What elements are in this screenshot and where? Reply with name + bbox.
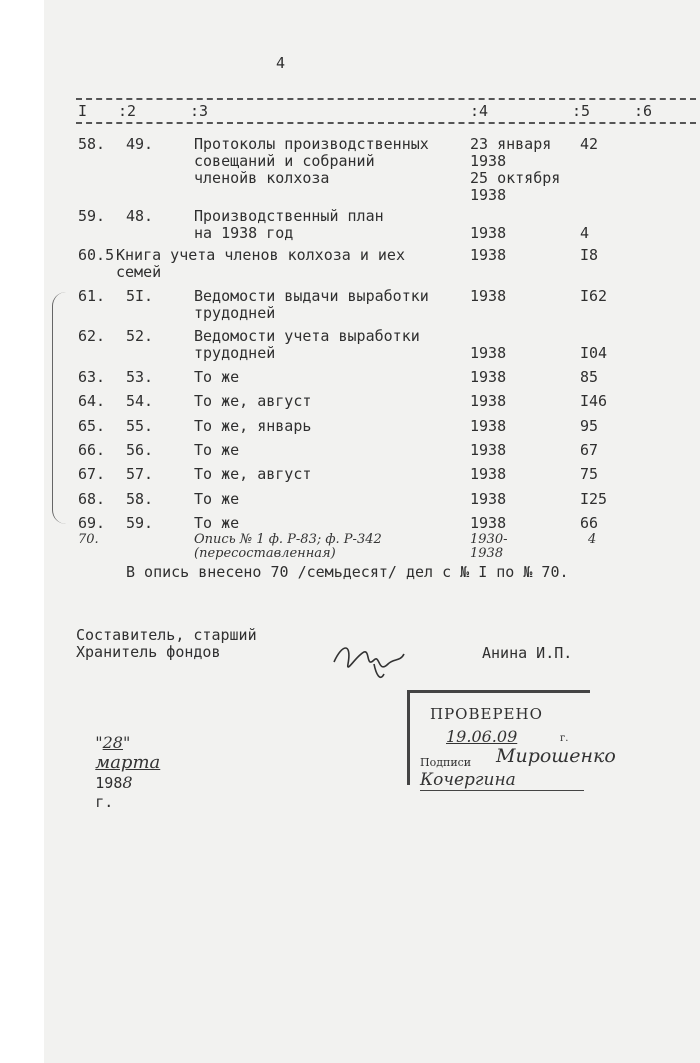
cell-old: 56.: [126, 441, 154, 459]
cell-date: 1938: [470, 392, 507, 410]
cell-sheets: 95: [580, 417, 599, 435]
cell-date: 23 января 1938 25 октября 1938: [470, 135, 561, 204]
cell-date: 1938: [470, 417, 507, 435]
cell-old: 59.: [126, 514, 154, 532]
cell-old: 48.: [126, 207, 154, 225]
handwritten-signature-icon: [330, 634, 412, 684]
cell-title: То же: [194, 514, 240, 532]
column-label-5: :5: [572, 102, 591, 120]
date-quote-open: ": [95, 733, 103, 752]
cell-no: 60.5: [78, 246, 115, 264]
date-suffix: г.: [95, 793, 114, 811]
cell-date: 1938: [470, 224, 507, 242]
date-line: [76, 714, 160, 811]
cell-no: 66.: [78, 441, 106, 459]
cell-old: 55.: [126, 417, 154, 435]
date-day: 28: [102, 733, 123, 752]
cell-date: 1938: [470, 287, 507, 305]
cell-title: Ведомости выдачи выработки трудодней: [194, 287, 429, 322]
compiler-name: Анина И.П.: [482, 644, 573, 662]
cell-sheets: 75: [580, 465, 599, 483]
stamp-name-2: Кочергина: [420, 770, 584, 791]
cell-date: 1938: [470, 246, 507, 264]
cell-date: 1930- 1938: [470, 532, 508, 561]
header-top-rule: [76, 98, 696, 100]
column-label-4: :4: [470, 102, 489, 120]
cell-sheets: I25: [580, 490, 608, 508]
cell-title: То же: [194, 490, 240, 508]
cell-title: Книга учета членов колхоза и иех семей: [116, 246, 405, 281]
column-label-2: :2: [118, 102, 137, 120]
cell-date: 1938: [470, 514, 507, 532]
stamp-title: ПРОВЕРЕНО: [430, 705, 543, 723]
margin-bracket-mark: [52, 292, 67, 524]
cell-old: 58.: [126, 490, 154, 508]
date-year: 198: [95, 774, 123, 792]
cell-title: Протоколы производственных совещаний и собраний членойв колхоза: [194, 135, 429, 187]
cell-title: То же: [194, 441, 240, 459]
cell-sheets: I04: [580, 344, 608, 362]
cell-sheets: 4: [588, 532, 597, 547]
cell-date: 1938: [470, 465, 507, 483]
compiler-label: Составитель, старший Хранитель фондов: [76, 626, 257, 661]
cell-sheets: 67: [580, 441, 599, 459]
cell-date: 1938: [470, 344, 507, 362]
cell-old: 5I.: [126, 287, 154, 305]
column-label-3: :3: [190, 102, 209, 120]
cell-title: То же, август: [194, 465, 312, 483]
cell-old: 53.: [126, 368, 154, 386]
column-label-6: :6: [634, 102, 653, 120]
cell-sheets: 4: [580, 224, 590, 242]
cell-date: 1938: [470, 441, 507, 459]
cell-old: 49.: [126, 135, 154, 153]
column-label-1: I: [78, 102, 88, 120]
cell-title: То же, август: [194, 392, 312, 410]
cell-date: 1938: [470, 490, 507, 508]
cell-title: То же, январь: [194, 417, 312, 435]
cell-title: Ведомости учета выработки трудодней: [194, 327, 420, 362]
page-number: 4: [276, 54, 286, 72]
cell-sheets: 66: [580, 514, 599, 532]
cell-sheets: 42: [580, 135, 599, 153]
cell-no: 64.: [78, 392, 106, 410]
cell-title: Опись № 1 ф. Р-83; ф. Р-342 (пересоставленная): [194, 532, 382, 561]
cell-sheets: I62: [580, 287, 608, 305]
stamp-date: 19.06.09: [446, 727, 518, 746]
cell-title: Производственный план на 1938 год: [194, 207, 384, 242]
cell-no: 63.: [78, 368, 106, 386]
cell-title: То же: [194, 368, 240, 386]
cell-no: 61.: [78, 287, 106, 305]
cell-no: 69.: [78, 514, 106, 532]
cell-date: 1938: [470, 368, 507, 386]
cell-no: 62.: [78, 327, 106, 345]
cell-no: 58.: [78, 135, 106, 153]
cell-no: 65.: [78, 417, 106, 435]
stamp-signature-label: Подписи: [420, 756, 472, 769]
summary-line: В опись внесено 70 /семьдесят/ дел с № I по № 70.: [126, 563, 569, 581]
cell-no: 67.: [78, 465, 106, 483]
stamp-year-suffix: г.: [560, 733, 569, 744]
date-month: марта: [95, 752, 161, 773]
cell-old: 54.: [126, 392, 154, 410]
cell-no: 59.: [78, 207, 106, 225]
cell-no: 68.: [78, 490, 106, 508]
date-quote-close: ": [122, 733, 131, 752]
cell-no: 70.: [78, 532, 99, 547]
cell-sheets: I46: [580, 392, 608, 410]
cell-sheets: I8: [580, 246, 599, 264]
stamp-name-1: Мирошенко: [496, 745, 616, 767]
cell-sheets: 85: [580, 368, 599, 386]
date-year-hand: 8: [122, 773, 133, 792]
cell-old: 52.: [126, 327, 154, 345]
cell-old: 57.: [126, 465, 154, 483]
header-bottom-rule: [76, 122, 696, 124]
